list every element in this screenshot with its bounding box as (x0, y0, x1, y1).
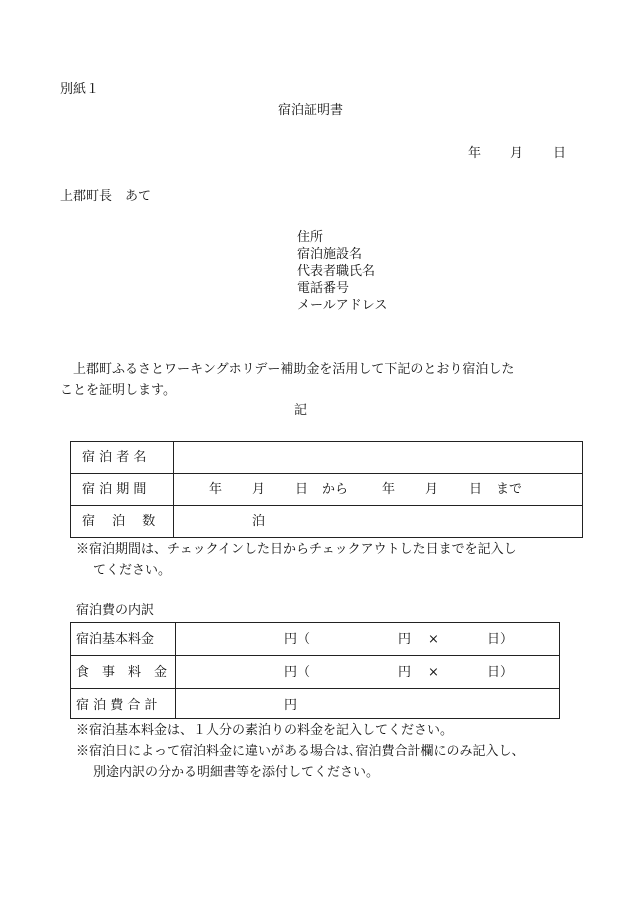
stay-table-divider-2 (70, 505, 583, 506)
stay-table-divider-1 (70, 473, 583, 474)
stay-period-label: 宿 泊 期 間 (82, 482, 147, 497)
period-day-to: 日 (469, 482, 483, 497)
paragraph-line-2: ことを証明します。 (60, 383, 176, 398)
email-label: メールアドレス (297, 298, 388, 313)
period-from-word: から (322, 482, 349, 497)
annex-label: 別紙１ (60, 82, 100, 97)
paragraph-line-1: 上郡町ふるさとワーキングホリデー補助金を活用して下記のとおり宿泊した (73, 362, 515, 377)
fee-table-column-divider (175, 622, 176, 719)
nights-label: 宿 泊 数 (82, 514, 156, 529)
meal-fee-unit-yen: 円 (398, 665, 412, 680)
base-fee-label: 宿泊基本料金 (76, 632, 155, 647)
address-label: 住所 (297, 230, 324, 245)
total-fee-note: ※宿泊日によって宿泊料金に違いがある場合は､宿泊費合計欄にのみ記入し、 (76, 744, 525, 759)
base-fee-times: × (428, 632, 439, 647)
total-fee-label: 宿 泊 費 合 計 (76, 698, 158, 713)
phone-label: 電話番号 (297, 281, 350, 296)
base-fee-days: 日） (487, 632, 514, 647)
date-month-label: 月 (510, 146, 524, 161)
period-year-from: 年 (209, 482, 223, 497)
facility-name-label: 宿泊施設名 (297, 247, 363, 262)
period-month-from: 月 (252, 482, 266, 497)
ki-heading: 記 (294, 403, 308, 418)
period-month-to: 月 (425, 482, 439, 497)
fee-table-divider-2 (70, 688, 560, 689)
total-fee-note-cont: 別途内訳の分かる明細書等を添付してください。 (93, 765, 380, 780)
meal-fee-days: 日） (487, 665, 514, 680)
issuer-block (297, 229, 387, 314)
base-fee-unit-yen: 円 (398, 632, 412, 647)
fee-table-divider-1 (70, 655, 560, 656)
certification-paragraph (60, 359, 580, 401)
period-year-to: 年 (382, 482, 396, 497)
period-day-from: 日 (295, 482, 309, 497)
representative-label: 代表者職氏名 (297, 264, 376, 279)
nights-unit: 泊 (252, 514, 266, 529)
date-day-label: 日 (553, 146, 567, 161)
guest-name-label: 宿 泊 者 名 (82, 450, 147, 465)
period-to-word: まで (496, 482, 523, 497)
date-year-label: 年 (468, 146, 482, 161)
stay-table-column-divider (173, 441, 174, 538)
base-fee-note: ※宿泊基本料金は、１人分の素泊りの料金を記入してください。 (76, 723, 454, 738)
total-fee-yen: 円 (284, 698, 298, 713)
meal-fee-times: × (428, 665, 439, 680)
stay-period-note-cont: てください。 (93, 563, 172, 578)
fee-breakdown-heading: 宿泊費の内訳 (76, 603, 155, 618)
addressee: 上郡町長 あて (60, 189, 152, 204)
meal-fee-yen: 円（ (284, 665, 311, 680)
meal-fee-label: 食 事 料 金 (76, 665, 168, 680)
base-fee-yen: 円（ (284, 632, 311, 647)
document-title: 宿泊証明書 (278, 103, 344, 118)
stay-period-note: ※宿泊期間は、チェックインした日からチェックアウトした日までを記入し (76, 542, 517, 557)
